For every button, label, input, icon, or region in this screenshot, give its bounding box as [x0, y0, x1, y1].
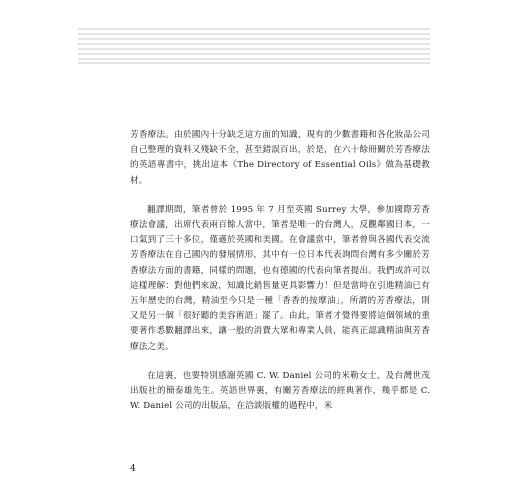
body-text: [130, 128, 430, 428]
paragraph-3: 在這裏，也要特別感謝英國 C. W. Daniel 公司的米勒女士，及台灣世茂出版社的簡泰雄先生。英語世界裏，有關芳香療法的經典著作，幾乎都是 C. W. Daniel 公司的出版品，在洽談版權的過程中，米: [130, 370, 430, 412]
page-number: 4: [130, 464, 136, 474]
paragraph-1: 芳香療法。由於國內十分缺乏這方面的知識，現有的少數書籍和各化妝品公司自己整理的資料又殘缺不全，甚至錯誤百出，於是，在六十餘冊關於芳香療法的英語專書中，挑出這本《The Directory of Essential Oils》做為基礎教材。: [130, 130, 430, 186]
paragraph-2: 翻譯期間，筆者曾於 1995 年 7 月至英國 Surrey 大學，參加國際芳香療法會議，出席代表兩百餘人當中，筆者是唯一的台灣人，反觀鄰國日本，一口氣到了三十多位，僅遜於英國和美國。在會議當中，筆者曾與各國代表交流芳香療法在自己國內的發展情形，其中有一位日本代表詢問台灣有多少關於芳香療法方面的書籍，同樣的問題，也有德國的代表向筆者提出。我們或許可以這樣理解：對他們來說，知識比銷售量更具影響力！但是當時在引進精油已有五年歷史的台灣，精油至今只是一種「香香的按摩油」，所謂的芳香療法，則又是另一個「很好聽的美容術語」罷了。由此，筆者才覺得要將這個領域的重要著作悉數翻譯出來，讓一般的消費大眾和專業人員，能真正認識精油與芳香療法之美。: [130, 204, 430, 352]
header-rule-band: [78, 28, 430, 64]
header-rules: [78, 28, 430, 64]
